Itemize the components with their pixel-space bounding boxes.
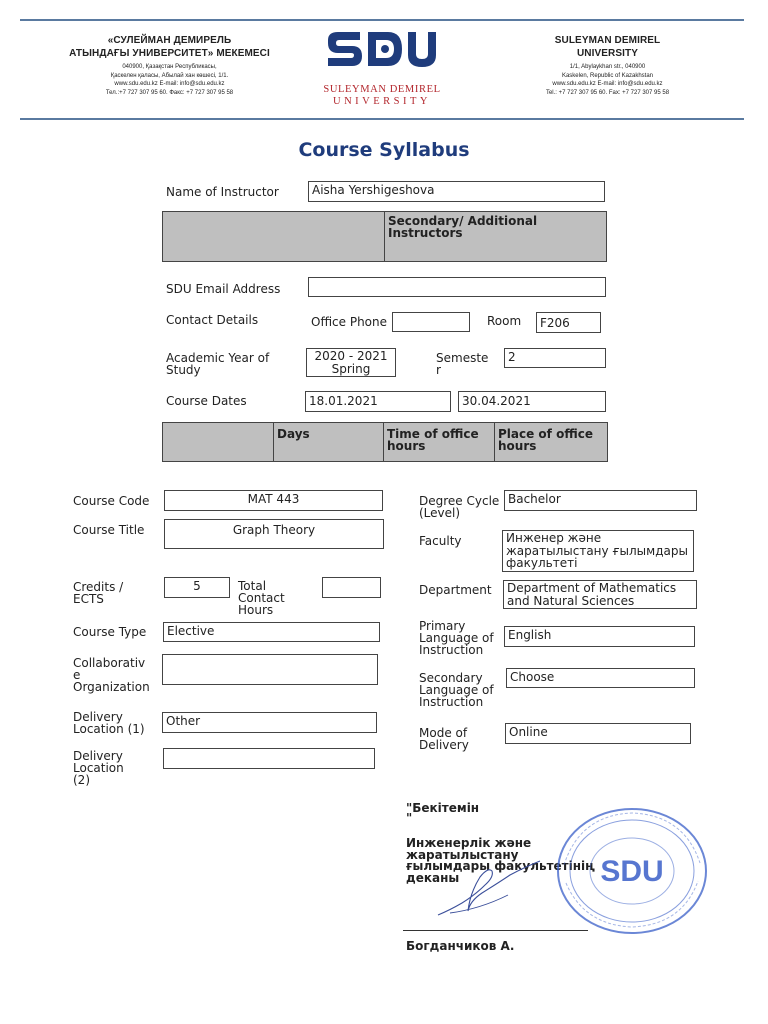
office-hours-days-header: Days [277,427,310,441]
signature-icon [430,855,550,930]
instructor-name-field[interactable]: Aisha Yershigeshova [308,181,605,202]
instructor-name-label: Name of Instructor [166,185,279,199]
sdu-logo-mark [322,28,442,80]
collaborative-org-field[interactable] [162,654,378,685]
header-bottom-rule [20,118,744,120]
primary-language-field[interactable]: English [504,626,695,647]
header-right-block [500,34,715,97]
office-hours-time-header: Time of office hours [387,427,479,453]
secondary-language-field[interactable]: Choose [506,668,695,688]
office-phone-field[interactable] [392,312,470,332]
header-right-line2: Kaskelen, Republic of Kazakhstan [561,72,654,79]
faculty-label: Faculty [419,534,462,548]
header-left-line3: www.sdu.edu.kz E-mail: info@sdu.edu.kz [114,81,225,87]
office-phone-label: Office Phone [311,315,388,329]
semester-label: Semeste r [436,351,489,377]
email-field[interactable] [308,277,606,297]
course-dates-label: Course Dates [166,394,247,408]
header-left-line1: 040900, Қазақстан Республикасы, [122,64,217,70]
faculty-field[interactable]: Инженер және жаратылыстану ғылымдары факультеті [502,530,694,572]
course-code-field[interactable]: MAT 443 [164,490,383,511]
course-title-field[interactable]: Graph Theory [164,519,384,549]
credits-field[interactable]: 5 [164,577,230,598]
course-type-field[interactable]: Elective [163,622,380,642]
course-start-date-field[interactable]: 18.01.2021 [305,391,451,412]
course-title-label: Course Title [73,523,145,537]
department-field[interactable]: Department of Mathematics and Natural Sciences [503,580,697,609]
course-type-label: Course Type [73,625,147,639]
course-code-label: Course Code [73,494,150,508]
sdu-logo [322,28,442,106]
logo-name1: SULEYMAN DEMIREL [323,84,441,95]
header-right-line1: 1/1, Abylaykhan str., 040900 [569,64,646,70]
delivery-location-2-field[interactable] [163,748,375,769]
collaborative-org-label: Collaborativ e Organization [73,656,150,694]
email-label: SDU Email Address [166,282,281,296]
header-left-block [62,34,277,97]
header-left-title2: АТЫНДАҒЫ УНИВЕРСИТЕТ» МЕКЕМЕСІ [69,48,270,59]
credits-label: Credits / ECTS [73,580,124,606]
degree-cycle-field[interactable]: Bachelor [504,490,697,511]
office-hours-divider-2 [383,422,384,462]
room-label: Room [487,314,522,328]
academic-year-label: Academic Year of Study [166,351,270,377]
department-label: Department [419,583,492,597]
secondary-instructors-divider [384,211,385,262]
header-right-line3: www.sdu.edu.kz E-mail: info@sdu.edu.kz [552,81,663,87]
total-contact-hours-field[interactable] [322,577,381,598]
total-contact-hours-label: Total Contact Hours [238,579,285,617]
mode-of-delivery-field[interactable]: Online [505,723,691,744]
signature-line [403,930,588,931]
svg-text:SDU: SDU [600,855,664,888]
office-hours-place-header: Place of office hours [498,427,593,453]
header-right-title1: SULEYMAN DEMIREL [554,35,661,46]
header-right-title2: UNIVERSITY [576,48,638,59]
semester-field[interactable]: 2 [504,348,606,368]
header-left-line4: Тел.:+7 727 307 95 60. Факс: +7 727 307 95 58 [105,89,234,96]
office-hours-divider-3 [494,422,495,462]
delivery-location-1-label: Delivery Location (1) [73,710,145,736]
approve-heading: "Бекітемін [406,801,480,815]
secondary-language-label: Secondary Language of Instruction [419,671,494,709]
academic-year-field[interactable]: 2020 - 2021 Spring [306,348,396,377]
primary-language-label: Primary Language of Instruction [419,619,494,657]
delivery-location-1-field[interactable]: Other [162,712,377,733]
header-left-title1: «СУЛЕЙМАН ДЕМИРЕЛЬ [107,35,232,46]
course-end-date-field[interactable]: 30.04.2021 [458,391,606,412]
approve-quote-mark: " [406,811,413,825]
contact-details-label: Contact Details [166,313,259,327]
faculty-stamp [550,805,710,940]
office-hours-divider-1 [273,422,274,462]
header-right-line4: Tel.: +7 727 307 95 60. Fax: +7 727 307 95 58 [545,89,670,96]
delivery-location-2-label: Delivery Location (2) [73,749,124,787]
page-title: Course Syllabus [298,139,470,161]
room-field[interactable]: F206 [536,312,601,333]
header-top-rule [20,19,744,21]
dean-title: Инженерлік және жаратылыстану ғылымдары факультетінің деканы [406,836,595,885]
secondary-instructors-label: Secondary/ Additional Instructors [388,214,538,240]
header-left-line2: Қаскелен қаласы, Абылай хан көшесі, 1/1. [110,72,229,79]
mode-of-delivery-label: Mode of Delivery [419,726,469,752]
stamp-seal-icon [550,805,710,940]
logo-name2: UNIVERSITY [333,96,431,107]
degree-cycle-label: Degree Cycle (Level) [419,494,500,520]
dean-name: Богданчиков А. [406,939,515,953]
